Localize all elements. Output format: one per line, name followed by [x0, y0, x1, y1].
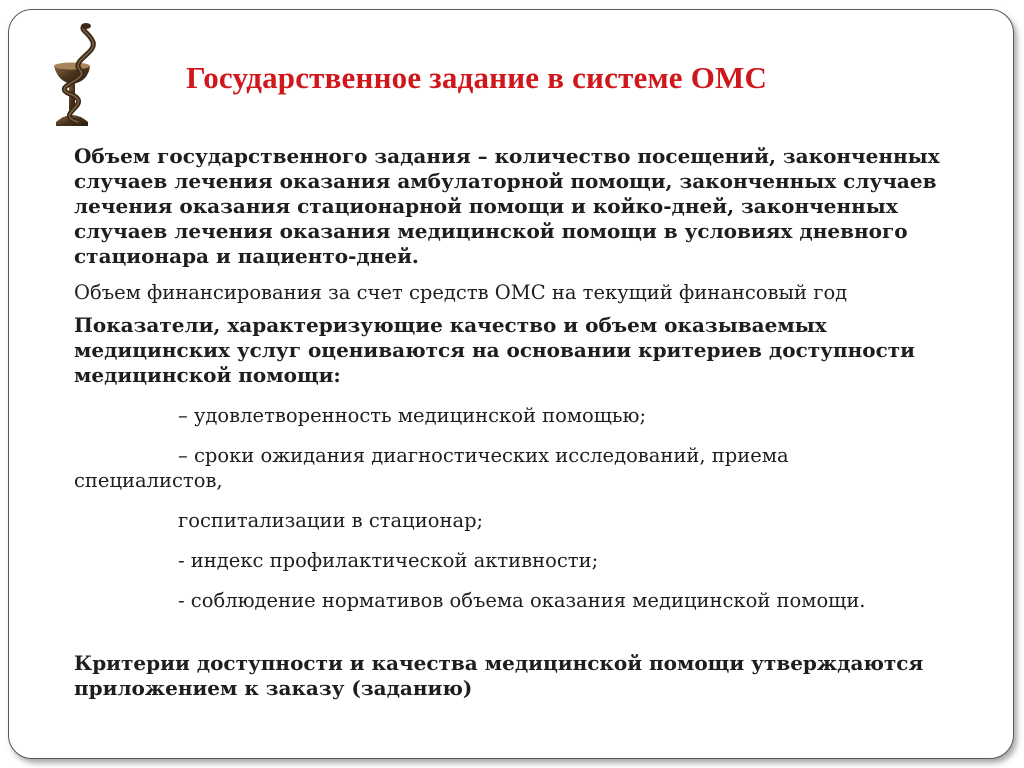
criterion-waiting-times: – сроки ожидания диагностических исследований, приема	[178, 444, 789, 467]
criterion-waiting-times-continued: специалистов,	[74, 469, 223, 492]
slide-title: Государственное задание в системе ОМС	[186, 60, 768, 95]
criterion-hospitalization: госпитализации в стационар;	[178, 509, 484, 532]
indicators-intro: Показатели, характеризующие качество и объем оказываемых медицинских услуг оцениваются на основании критериев доступности медицинской помощи:	[74, 313, 915, 387]
criterion-volume-norms: - соблюдение нормативов объема оказания медицинской помощи.	[178, 589, 866, 612]
funding-paragraph: Объем финансирования за счет средств ОМС на текущий финансовый год	[74, 281, 848, 304]
definition-paragraph: Объем государственного задания – количество посещений, законченных случаев лечения оказания амбулаторной помощи, законченных случаев лечения оказания стационарной помощи и койко-дней, законченных случаев лечения оказания медицинской помощи в условиях дневного стационара и пациенто-дней.	[74, 144, 940, 268]
slide-body	[74, 144, 984, 701]
conclusion-paragraph: Критерии доступности и качества медицинской помощи утверждаются приложением к заказу (заданию)	[74, 651, 924, 700]
rod-of-asclepius-icon	[40, 22, 112, 132]
criterion-prevention-index: - индекс профилактической активности;	[178, 549, 599, 572]
criterion-satisfaction: – удовлетворенность медицинской помощью;	[178, 404, 647, 427]
